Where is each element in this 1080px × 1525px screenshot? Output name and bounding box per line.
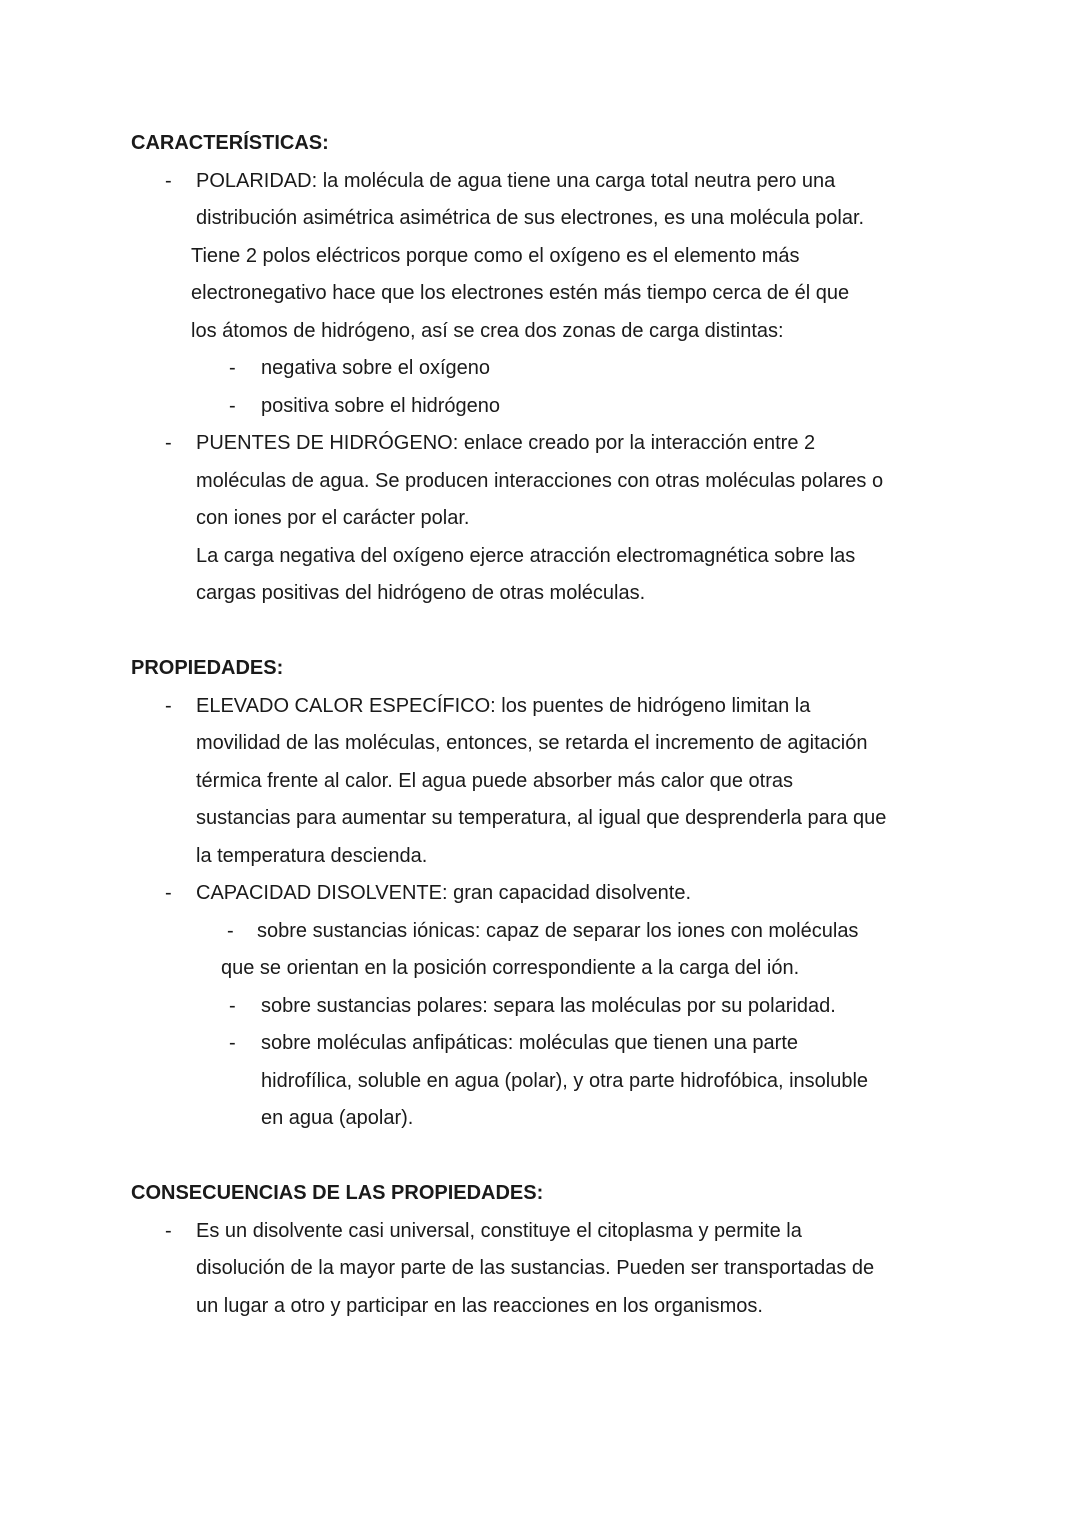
text-line: electronegativo hace que los electrones estén más tiempo cerca de él que (191, 282, 850, 304)
text-line: en agua (apolar). (261, 1107, 414, 1129)
bullet-dash: - (229, 395, 236, 417)
section-heading-caracteristicas: CARACTERÍSTICAS: (131, 132, 329, 154)
text-line: Tiene 2 polos eléctricos porque como el oxígeno es el elemento más (191, 245, 800, 267)
bullet-disolvente-universal: Es un disolvente casi universal, constituye el citoplasma y permite la (196, 1220, 802, 1242)
bullet-puentes: PUENTES DE HIDRÓGENO: enlace creado por la interacción entre 2 (196, 432, 816, 454)
text-line: los átomos de hidrógeno, así se crea dos zonas de carga distintas: (191, 320, 784, 342)
sub-bullet-negativa: negativa sobre el oxígeno (261, 357, 491, 379)
text-line: disolución de la mayor parte de las sustancias. Pueden ser transportadas de (196, 1257, 875, 1279)
bullet-dash: - (229, 995, 236, 1017)
text-line: que se orientan en la posición correspondiente a la carga del ión. (221, 957, 800, 979)
section-heading-consecuencias: CONSECUENCIAS DE LAS PROPIEDADES: (131, 1182, 544, 1204)
bullet-polaridad: POLARIDAD: la molécula de agua tiene una carga total neutra pero una (196, 170, 836, 192)
text-line: térmica frente al calor. El agua puede absorber más calor que otras (196, 770, 793, 792)
text-line: con iones por el carácter polar. (196, 507, 470, 529)
text-line: un lugar a otro y participar en las reacciones en los organismos. (196, 1295, 763, 1317)
text-line: La carga negativa del oxígeno ejerce atracción electromagnética sobre las (196, 545, 856, 567)
text-line: moléculas de agua. Se producen interacciones con otras moléculas polares o (196, 470, 884, 492)
bullet-dash: - (165, 432, 172, 454)
bullet-dash: - (227, 920, 234, 942)
text-line: la temperatura descienda. (196, 845, 428, 867)
sub-bullet-polares: sobre sustancias polares: separa las moléculas por su polaridad. (261, 995, 836, 1017)
sub-bullet-ionicas: sobre sustancias iónicas: capaz de separar los iones con moléculas (257, 920, 859, 942)
text-line: movilidad de las moléculas, entonces, se retarda el incremento de agitación (196, 732, 868, 754)
bullet-dash: - (165, 882, 172, 904)
sub-bullet-positiva: positiva sobre el hidrógeno (261, 395, 501, 417)
sub-bullet-anfipaticas: sobre moléculas anfipáticas: moléculas que tienen una parte (261, 1032, 798, 1054)
bullet-dash: - (229, 357, 236, 379)
bullet-dash: - (165, 1220, 172, 1242)
text-line: sustancias para aumentar su temperatura, al igual que desprenderla para que (196, 807, 887, 829)
bullet-calor-especifico: ELEVADO CALOR ESPECÍFICO: los puentes de hidrógeno limitan la (196, 695, 811, 717)
bullet-dash: - (165, 170, 172, 192)
bullet-dash: - (165, 695, 172, 717)
text-line: cargas positivas del hidrógeno de otras moléculas. (196, 582, 646, 604)
bullet-dash: - (229, 1032, 236, 1054)
text-line: hidrofílica, soluble en agua (polar), y otra parte hidrofóbica, insoluble (261, 1070, 869, 1092)
bullet-capacidad-disolvente: CAPACIDAD DISOLVENTE: gran capacidad disolvente. (196, 882, 692, 904)
text-line: distribución asimétrica asimétrica de sus electrones, es una molécula polar. (196, 207, 865, 229)
section-heading-propiedades: PROPIEDADES: (131, 657, 284, 679)
